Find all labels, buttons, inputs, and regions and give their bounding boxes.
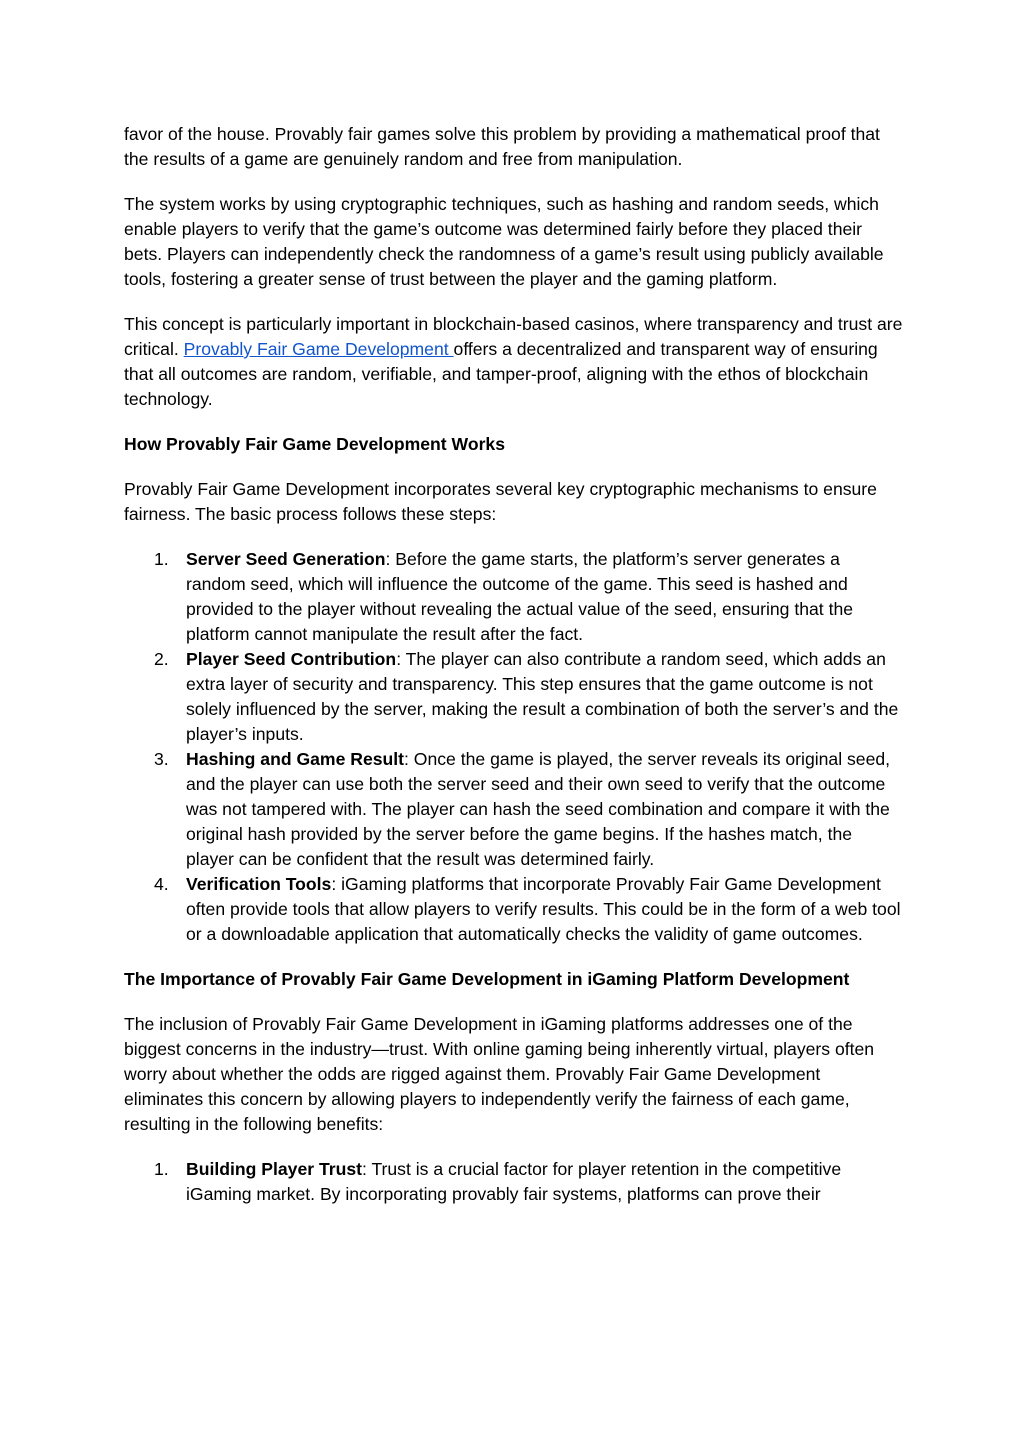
list-item-term: Player Seed Contribution bbox=[186, 649, 397, 669]
list-number: 2. bbox=[154, 649, 169, 669]
list-item-term: Server Seed Generation bbox=[186, 549, 386, 569]
section-intro-how-it-works: Provably Fair Game Development incorporates several key cryptographic mechanisms to ensure fairness. The basic process follows these steps: bbox=[124, 479, 877, 524]
list-item-term: Verification Tools bbox=[186, 874, 332, 894]
list-item-text: : Trust is a crucial factor for player retention in the competitive iGaming market. By incorporating provably fair systems, platforms can prove their bbox=[186, 1159, 842, 1204]
paragraph-system: The system works by using cryptographic techniques, such as hashing and random seeds, which enable players to verify that the game’s outcome was determined fairly before they placed their bets. Players can independently check the randomness of a game’s result using publicly available tools, fostering a greater sense of trust between the player and the gaming platform. bbox=[124, 194, 884, 289]
list-number: 3. bbox=[154, 749, 169, 769]
section-heading-importance: The Importance of Provably Fair Game Development in iGaming Platform Development bbox=[124, 969, 850, 989]
list-item bbox=[124, 547, 904, 647]
list-item bbox=[124, 872, 904, 947]
list-number: 1. bbox=[154, 549, 169, 569]
list-number: 1. bbox=[154, 1159, 169, 1179]
list-item-term: Hashing and Game Result bbox=[186, 749, 405, 769]
steps-list bbox=[124, 547, 904, 947]
paragraph-blockchain-text-start: This concept is particularly important in blockchain-based casinos, where transparency and trust are critical. bbox=[124, 314, 903, 359]
list-item-text: : Once the game is played, the server reveals its original seed, and the player can use both the server seed and their own seed to verify that the outcome was not tampered with. The player can hash the seed combination and compare it with the original hash provided by the server before the game begins. If the hashes match, the player can be confident that the result was determined fairly. bbox=[186, 749, 891, 869]
section-intro-importance: The inclusion of Provably Fair Game Development in iGaming platforms addresses one of the biggest concerns in the industry—trust. With online gaming being inherently virtual, players often worry about whether the odds are rigged against them. Provably Fair Game Development eliminates this concern by allowing players to independently verify the fairness of each game, resulting in the following benefits: bbox=[124, 1014, 875, 1134]
provably-fair-link[interactable]: Provably Fair Game Development bbox=[183, 339, 454, 359]
list-item-text: : Before the game starts, the platform’s server generates a random seed, which will influence the outcome of the game. This seed is hashed and provided to the player without revealing the actual value of the seed, ensuring that the platform cannot manipulate the result after the fact. bbox=[186, 549, 854, 644]
list-item bbox=[124, 747, 904, 872]
list-number: 4. bbox=[154, 874, 169, 894]
list-item bbox=[124, 1157, 904, 1207]
list-item-text: : The player can also contribute a random seed, which adds an extra layer of security and transparency. This step ensures that the game outcome is not solely influenced by the server, making the result a combination of both the server’s and the player’s inputs. bbox=[186, 649, 899, 744]
list-item bbox=[124, 647, 904, 747]
list-item-term: Building Player Trust bbox=[186, 1159, 362, 1179]
paragraph-intro: favor of the house. Provably fair games solve this problem by providing a mathematical proof that the results of a game are genuinely random and free from manipulation. bbox=[124, 124, 880, 169]
benefits-list bbox=[124, 1157, 904, 1207]
list-item-text: : iGaming platforms that incorporate Provably Fair Game Development often provide tools that allow players to verify results. This could be in the form of a web tool or a downloadable application that automatically checks the validity of game outcomes. bbox=[186, 874, 901, 944]
section-heading-how-it-works: How Provably Fair Game Development Works bbox=[124, 434, 505, 454]
paragraph-blockchain-text-end: offers a decentralized and transparent way of ensuring that all outcomes are random, verifiable, and tamper-proof, aligning with the ethos of blockchain technology. bbox=[124, 339, 878, 409]
paragraph-blockchain bbox=[124, 312, 904, 412]
document-page bbox=[124, 122, 904, 1227]
